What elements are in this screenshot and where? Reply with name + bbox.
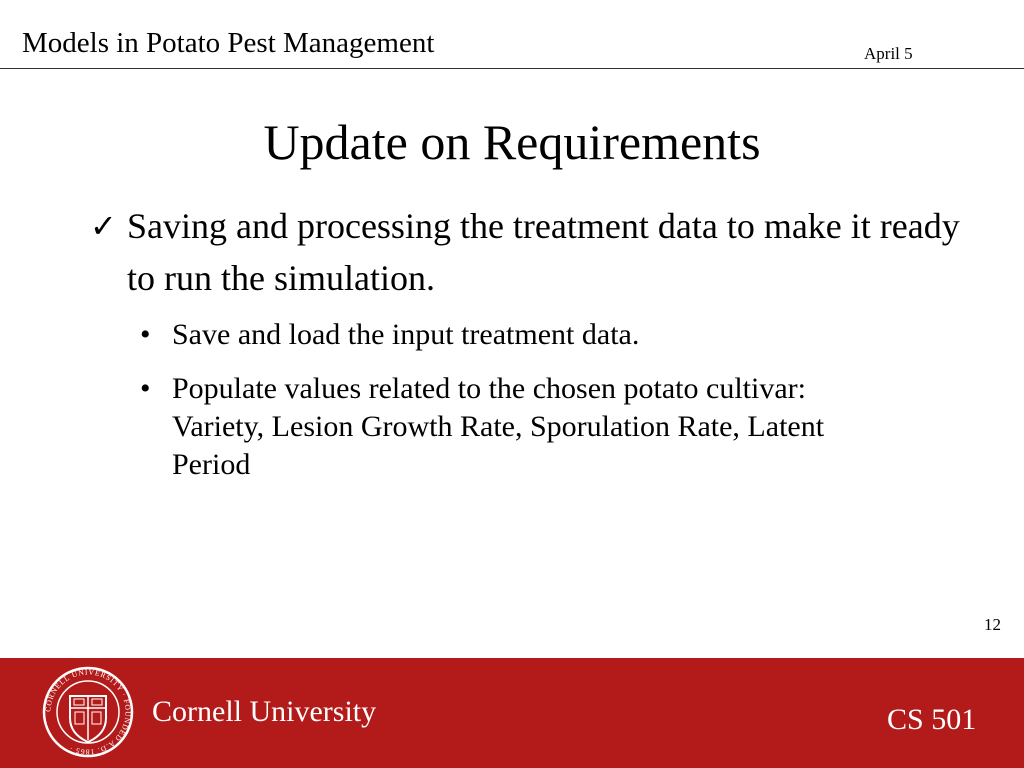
cornell-wordmark: Cornell University — [152, 695, 377, 728]
header-divider — [0, 68, 1024, 69]
main-bullet-text: Saving and processing the treatment data to make it ready to run the simulation. — [127, 206, 960, 298]
sub-bullet — [90, 316, 892, 354]
cornell-seal-icon — [42, 666, 134, 758]
page-number: 12 — [984, 615, 1001, 634]
slide-title: Update on Requirements — [263, 114, 761, 170]
bullet-dot-icon: • — [140, 318, 151, 351]
sub-bullet-text: Save and load the input treatment data. — [172, 318, 640, 351]
sub-bullet — [90, 370, 892, 484]
sub-bullet-text: Populate values related to the chosen potato cultivar: Variety, Lesion Growth Rate, Sporulation Rate, Latent Period — [172, 372, 825, 481]
bullet-dot-icon: • — [140, 372, 151, 405]
seal-text: CORNELL UNIVERSITY · FOUNDED A.D. 1865 · — [43, 667, 133, 757]
header-title: Models in Potato Pest Management — [22, 27, 435, 59]
course-code: CS 501 — [887, 703, 977, 736]
slide-content — [90, 200, 970, 500]
check-icon: ✓ — [90, 207, 117, 245]
footer-bar — [0, 658, 1024, 768]
sub-bullet-list — [90, 316, 970, 484]
header-date: April 5 — [864, 44, 913, 63]
main-bullet — [90, 200, 970, 304]
